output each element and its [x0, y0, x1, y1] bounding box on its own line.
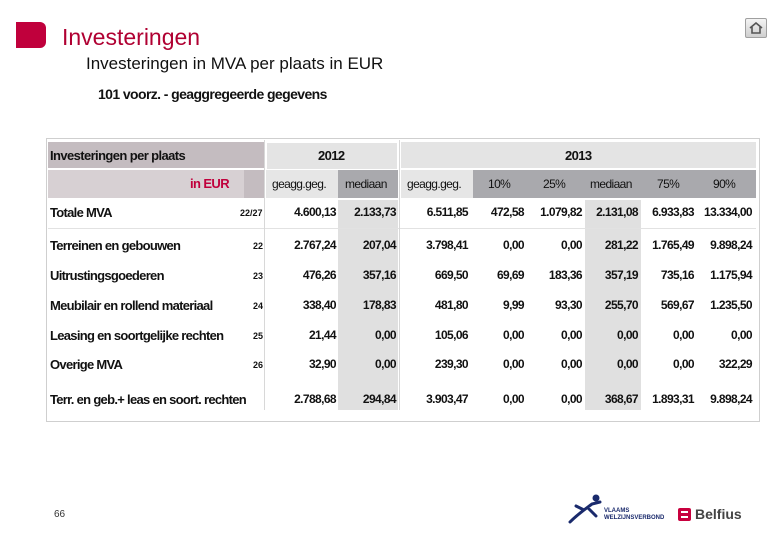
row-label: Leasing en soortgelijke rechten — [50, 328, 224, 343]
table-cell: 0,00 — [673, 357, 694, 371]
table-cell: 0,00 — [561, 357, 582, 371]
title-accent-tab — [16, 22, 46, 48]
year-2013-label: 2013 — [565, 148, 592, 163]
row-code: 26 — [253, 360, 264, 370]
row-code: 24 — [253, 301, 264, 311]
vvsg-logo-icon — [566, 492, 606, 526]
unit-cell — [48, 170, 264, 198]
vvsg-logo-text — [604, 508, 664, 522]
table-cell: 569,67 — [660, 298, 694, 312]
table-cell: 6.933,83 — [652, 205, 694, 219]
table-cell: 0,00 — [503, 328, 524, 342]
table-cell: 1.079,82 — [540, 205, 582, 219]
table-cell: 9.898,24 — [710, 238, 752, 252]
table-cell: 1.893,31 — [652, 392, 694, 406]
table-cell: 368,67 — [604, 392, 638, 406]
table-cell: 239,30 — [434, 357, 468, 371]
table-cell: 13.334,00 — [704, 205, 752, 219]
table-cell: 69,69 — [496, 268, 524, 282]
vvsg-line-2: WELZIJNSVERBOND — [604, 515, 665, 521]
table-cell: 183,36 — [548, 268, 582, 282]
table-cell: 6.511,85 — [426, 205, 468, 219]
belfius-logo — [678, 506, 742, 522]
table-cell: 0,00 — [503, 238, 524, 252]
unit-label: in EUR — [190, 176, 230, 191]
row-label: Totale MVA — [50, 205, 112, 220]
table-cell: 21,44 — [308, 328, 336, 342]
row-label: Overige MVA — [50, 357, 123, 372]
table-cell: 294,84 — [362, 392, 396, 406]
page-subtitle: Investeringen in MVA per plaats in EUR — [86, 54, 384, 73]
table-cell: 0,00 — [617, 357, 638, 371]
row-code: 25 — [253, 331, 264, 341]
table-cell: 1.765,49 — [652, 238, 694, 252]
table-cell: 3.903,47 — [426, 392, 468, 406]
vvsg-line-1: VLAAMS — [604, 508, 630, 514]
year-2012-label: 2012 — [318, 148, 345, 163]
table-cell: 0,00 — [561, 238, 582, 252]
row-divider — [48, 228, 756, 229]
column-divider — [399, 140, 400, 410]
table-cell: 2.131,08 — [596, 205, 638, 219]
table-cell: 0,00 — [617, 328, 638, 342]
row-code: 23 — [253, 271, 264, 281]
column-header: 25% — [543, 177, 566, 191]
belfius-logo-icon — [678, 508, 691, 521]
column-header: geagg.geg. — [272, 177, 327, 191]
row-label: Terreinen en gebouwen — [50, 238, 181, 253]
column-header: geagg.geg. — [407, 177, 462, 191]
column-header: mediaan — [590, 177, 632, 191]
table-cell: 735,16 — [660, 268, 694, 282]
table-cell: 476,26 — [302, 268, 336, 282]
table-cell: 357,16 — [362, 268, 396, 282]
table-cell: 472,58 — [490, 205, 524, 219]
page-number: 66 — [54, 509, 66, 520]
table-cell: 481,80 — [434, 298, 468, 312]
table-cell: 0,00 — [561, 328, 582, 342]
table-cell: 322,29 — [718, 357, 752, 371]
table-cell: 4.600,13 — [294, 205, 336, 219]
table-cell: 0,00 — [503, 392, 524, 406]
table-cell: 1.175,94 — [710, 268, 752, 282]
table-cell: 281,22 — [604, 238, 638, 252]
column-header: 90% — [713, 177, 736, 191]
table-cell: 0,00 — [561, 392, 582, 406]
table-cell: 357,19 — [604, 268, 638, 282]
table-cell: 2.788,68 — [294, 392, 336, 406]
sample-description: 101 voorz. - geaggregeerde gegevens — [98, 86, 327, 102]
table-cell: 669,50 — [434, 268, 468, 282]
table-cell: 0,00 — [673, 328, 694, 342]
table-cell: 2.767,24 — [294, 238, 336, 252]
table-cell: 0,00 — [731, 328, 752, 342]
row-code: 22 — [253, 241, 264, 251]
table-cell: 0,00 — [375, 357, 396, 371]
table-cell: 207,04 — [362, 238, 396, 252]
column-header: mediaan — [345, 177, 387, 191]
row-label: Uitrustingsgoederen — [50, 268, 164, 283]
row-label: Terr. en geb.+ leas en soort. rechten — [50, 392, 247, 407]
home-icon — [749, 22, 763, 34]
column-divider — [264, 140, 265, 410]
table-title: Investeringen per plaats — [50, 148, 186, 163]
table-cell: 3.798,41 — [426, 238, 468, 252]
table-cell: 9.898,24 — [710, 392, 752, 406]
table-cell: 32,90 — [308, 357, 336, 371]
column-header: 10% — [488, 177, 511, 191]
table-cell: 105,06 — [434, 328, 468, 342]
table-cell: 1.235,50 — [710, 298, 752, 312]
table-cell: 255,70 — [604, 298, 638, 312]
row-label: Meubilair en rollend materiaal — [50, 298, 213, 313]
table-cell: 9,99 — [503, 298, 524, 312]
table-cell: 178,83 — [362, 298, 396, 312]
belfius-logo-text: Belfius — [695, 506, 742, 522]
table-cell: 0,00 — [375, 328, 396, 342]
home-button[interactable] — [745, 18, 767, 38]
table-cell: 93,30 — [554, 298, 582, 312]
page-title: Investeringen — [62, 24, 201, 50]
table-cell: 338,40 — [302, 298, 336, 312]
column-header: 75% — [657, 177, 680, 191]
row-code: 22/27 — [240, 208, 263, 218]
table-cell: 2.133,73 — [354, 205, 396, 219]
table-cell: 0,00 — [503, 357, 524, 371]
